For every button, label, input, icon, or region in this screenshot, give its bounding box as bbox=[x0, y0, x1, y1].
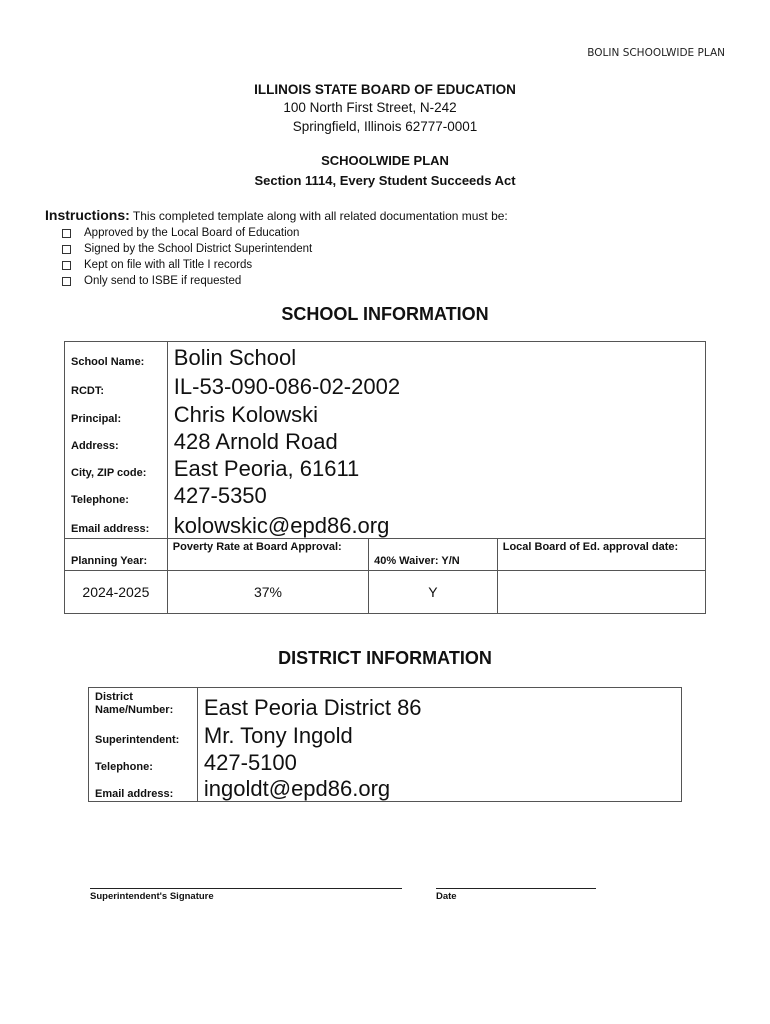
agency-address-line1: 100 North First Street, N-242 bbox=[283, 100, 457, 115]
district-telephone-value[interactable]: 427-5100 bbox=[197, 748, 681, 775]
poverty-rate-label: Poverty Rate at Board Approval: bbox=[167, 539, 368, 571]
board-approval-label: Local Board of Ed. approval date: bbox=[497, 539, 705, 571]
address-label: Address: bbox=[65, 427, 168, 454]
school-name-value[interactable]: Bolin School bbox=[167, 342, 705, 370]
running-header: BOLIN SCHOOLWIDE PLAN bbox=[587, 47, 725, 59]
rcdt-label: RCDT: bbox=[65, 370, 168, 399]
district-name-label: District Name/Number: bbox=[89, 688, 198, 720]
signature-line[interactable] bbox=[90, 888, 402, 889]
school-section-title: SCHOOL INFORMATION bbox=[281, 304, 489, 324]
plan-title: SCHOOLWIDE PLAN bbox=[321, 153, 449, 168]
telephone-label: Telephone: bbox=[65, 481, 168, 508]
checkbox-icon[interactable] bbox=[62, 261, 71, 270]
school-name-label: School Name: bbox=[65, 342, 168, 370]
agency-address-line2: Springfield, Illinois 62777-0001 bbox=[292, 119, 478, 134]
email-label: Email address: bbox=[65, 508, 168, 539]
district-info-table bbox=[88, 687, 682, 802]
waiver-value[interactable]: Y bbox=[369, 571, 498, 614]
superintendent-label: Superintendent: bbox=[89, 720, 198, 748]
checklist-item: Kept on file with all Title I records bbox=[62, 257, 312, 273]
district-email-value[interactable]: ingoldt@epd86.org bbox=[197, 775, 681, 802]
poverty-rate-value[interactable]: 37% bbox=[167, 571, 368, 614]
telephone-value[interactable]: 427-5350 bbox=[167, 481, 705, 508]
instructions bbox=[45, 207, 508, 223]
checkbox-icon[interactable] bbox=[62, 277, 71, 286]
instructions-checklist bbox=[62, 225, 312, 289]
agency-name: ILLINOIS STATE BOARD OF EDUCATION bbox=[254, 82, 516, 97]
signature-label: Superintendent's Signature bbox=[90, 891, 214, 902]
planning-year-label: Planning Year: bbox=[65, 539, 168, 571]
instructions-text: This completed template along with all related documentation must be: bbox=[129, 209, 508, 223]
waiver-label: 40% Waiver: Y/N bbox=[369, 539, 498, 571]
principal-value[interactable]: Chris Kolowski bbox=[167, 399, 705, 427]
principal-label: Principal: bbox=[65, 399, 168, 427]
date-label: Date bbox=[436, 891, 457, 902]
planning-year-value[interactable]: 2024-2025 bbox=[65, 571, 168, 614]
instructions-label: Instructions: bbox=[45, 207, 130, 223]
district-section-title: DISTRICT INFORMATION bbox=[278, 648, 492, 668]
city-zip-value[interactable]: East Peoria, 61611 bbox=[167, 454, 705, 481]
district-email-label: Email address: bbox=[89, 775, 198, 802]
checkbox-icon[interactable] bbox=[62, 245, 71, 254]
district-name-value[interactable]: East Peoria District 86 bbox=[197, 688, 681, 720]
board-approval-value[interactable] bbox=[497, 571, 705, 614]
superintendent-value[interactable]: Mr. Tony Ingold bbox=[197, 720, 681, 748]
plan-subtitle: Section 1114, Every Student Succeeds Act bbox=[254, 173, 516, 188]
city-zip-label: City, ZIP code: bbox=[65, 454, 168, 481]
checklist-item: Approved by the Local Board of Education bbox=[62, 225, 312, 241]
checklist-item: Signed by the School District Superintendent bbox=[62, 241, 312, 257]
address-value[interactable]: 428 Arnold Road bbox=[167, 427, 705, 454]
checkbox-icon[interactable] bbox=[62, 229, 71, 238]
date-line[interactable] bbox=[436, 888, 596, 889]
checklist-item: Only send to ISBE if requested bbox=[62, 273, 312, 289]
email-value[interactable]: kolowskic@epd86.org bbox=[167, 508, 705, 539]
rcdt-value[interactable]: IL-53-090-086-02-2002 bbox=[167, 370, 705, 399]
district-telephone-label: Telephone: bbox=[89, 748, 198, 775]
school-info-table bbox=[64, 341, 706, 614]
